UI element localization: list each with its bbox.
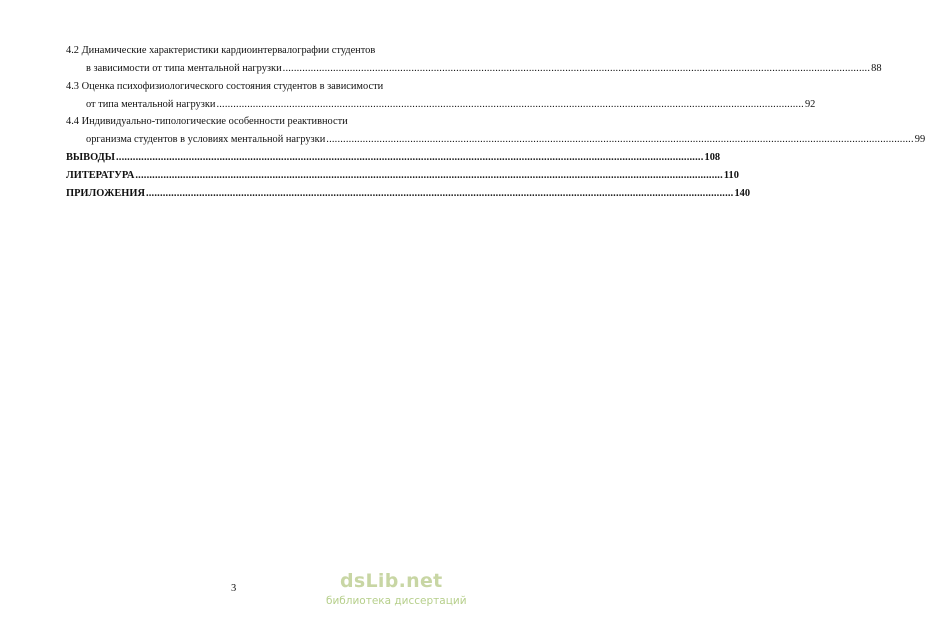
toc-page-number: 140 [734, 188, 751, 199]
dot-leader [135, 169, 723, 182]
toc-entry-subtitle: от типа ментальной нагрузки [86, 99, 216, 110]
toc-page-number: 88 [871, 63, 882, 74]
watermark-title: dsLib.net [340, 570, 443, 592]
dot-leader [146, 187, 734, 200]
toc-entry-subtitle-row [86, 133, 925, 146]
toc-entry-title: 4.4 Индивидуально-типологические особенности реактивности [66, 116, 348, 127]
dot-leader [283, 62, 871, 75]
toc-entry-conclusions [66, 151, 721, 164]
watermark-logo [326, 570, 467, 614]
toc-section-title: ВЫВОДЫ [66, 152, 115, 163]
toc-entry-subtitle-row [86, 62, 882, 75]
toc-entry-title: 4.2 Динамические характеристики кардиоинтервалографии студентов [66, 45, 376, 56]
toc-section-title: ЛИТЕРАТУРА [66, 170, 135, 181]
toc-page-number: 110 [723, 170, 739, 181]
toc-entry-title: 4.3 Оценка психофизиологического состояния студентов в зависимости [66, 81, 384, 92]
toc-page-number: 108 [704, 152, 721, 163]
page-number: 3 [231, 583, 237, 594]
toc-entry-appendices [66, 187, 751, 200]
toc-section-title: ПРИЛОЖЕНИЯ [66, 188, 145, 199]
toc-page-number: 99 [914, 134, 925, 145]
toc-page-number: 92 [804, 99, 816, 110]
toc-entry-literature [66, 169, 739, 182]
watermark-subtitle: библиотека диссертаций [326, 595, 467, 607]
dot-leader [326, 133, 914, 146]
dot-leader [116, 151, 704, 164]
toc-entry-subtitle: в зависимости от типа ментальной нагрузки [86, 63, 282, 74]
toc-entry-subtitle: организма студентов в условиях ментальной нагрузки [86, 134, 326, 145]
toc-entry-subtitle-row [86, 98, 816, 111]
dot-leader [216, 98, 804, 111]
